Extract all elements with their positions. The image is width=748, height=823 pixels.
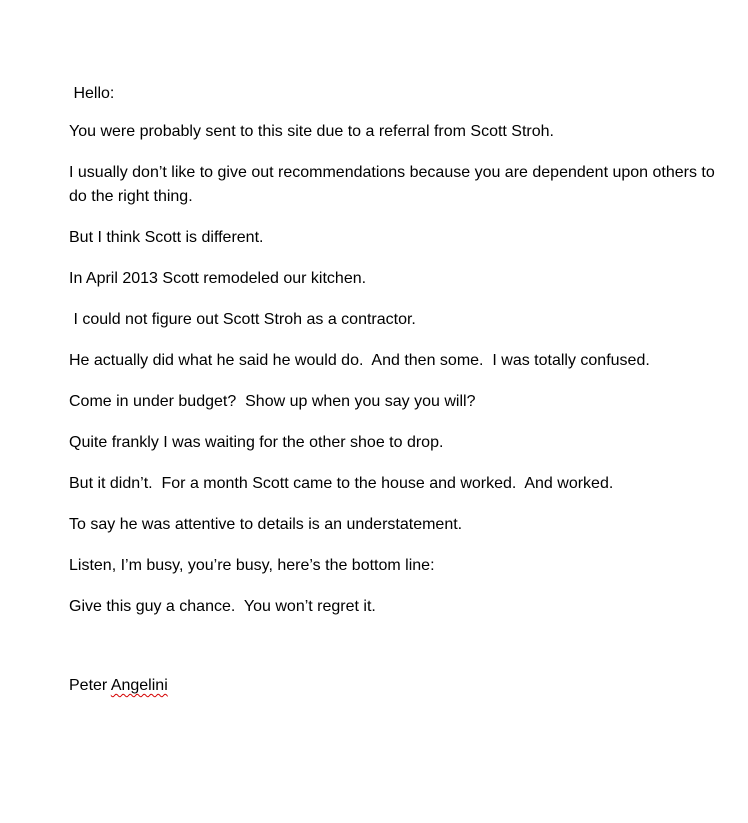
paragraph-attentive: To say he was attentive to details is an understatement. — [69, 516, 463, 533]
signature — [69, 674, 168, 698]
paragraph-kitchen: In April 2013 Scott remodeled our kitchen. — [69, 270, 367, 287]
letter-body — [69, 82, 729, 636]
paragraph-bottom-line: Listen, I’m busy, you’re busy, here’s the bottom line: — [69, 557, 435, 574]
paragraph-other-shoe: Quite frankly I was waiting for the other shoe to drop. — [69, 434, 444, 451]
paragraph-did-what-he-said: He actually did what he said he would do. And then some. I was totally confused. — [69, 352, 650, 369]
signature-last-name: Angelini — [110, 677, 168, 694]
paragraph-under-budget: Come in under budget? Show up when you say you will? — [69, 393, 476, 410]
paragraph-scott-different: But I think Scott is different. — [69, 229, 264, 246]
paragraph-chance: Give this guy a chance. You won’t regret it. — [69, 598, 376, 615]
paragraph-worked: But it didn’t. For a month Scott came to the house and worked. And worked. — [69, 475, 614, 492]
paragraph-referral: You were probably sent to this site due to a referral from Scott Stroh. — [69, 123, 554, 140]
paragraph-contractor: I could not figure out Scott Stroh as a contractor. — [69, 311, 416, 328]
paragraph-recommendations: I usually don’t like to give out recommendations because you are dependent upon others to do the right thing. — [69, 164, 720, 205]
greeting: Hello: — [69, 85, 115, 102]
signature-first-name: Peter — [69, 677, 108, 694]
